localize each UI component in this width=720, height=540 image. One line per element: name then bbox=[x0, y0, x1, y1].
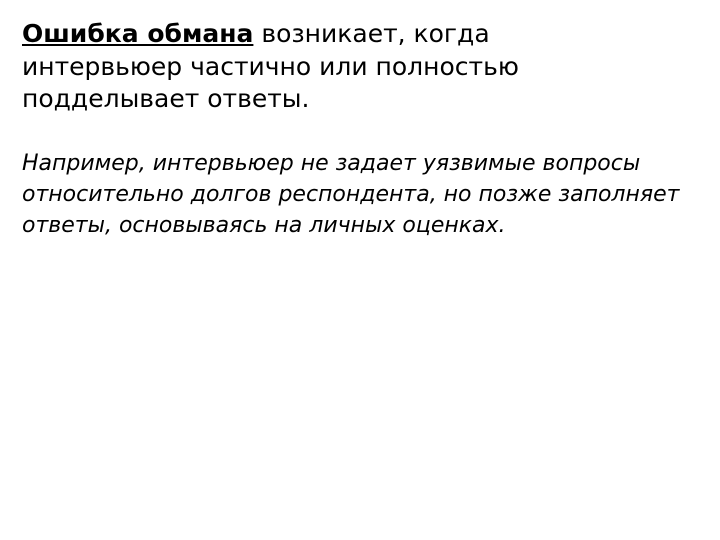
definition-paragraph bbox=[22, 18, 622, 116]
definition-text: возникает, когда интервьюер частично или полностью подделывает ответы. bbox=[22, 19, 519, 113]
term-highlight: Ошибка обмана bbox=[22, 19, 254, 48]
example-paragraph: Например, интервьюер не задает уязвимые вопросы относительно долгов респондента, но позже заполняет ответы, основываясь на личных оценках. bbox=[22, 150, 680, 238]
